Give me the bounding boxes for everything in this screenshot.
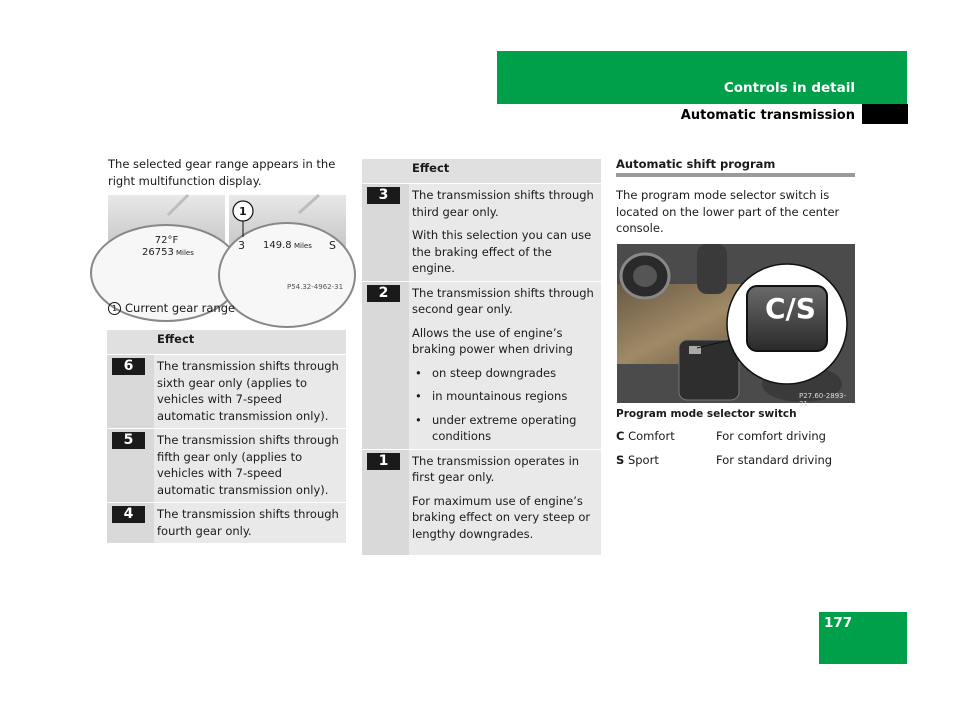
shift-program-heading: Automatic shift program [616, 157, 776, 171]
page-number: 177 [824, 615, 853, 631]
bullet-item: • on steep downgrades [412, 365, 597, 382]
row-text: The transmission shifts through fifth gear only (applies to vehicles with 7-speed automatic transmission only). [157, 433, 339, 497]
cs-button-label: C/S [765, 292, 816, 325]
section-title: Automatic transmission [680, 108, 855, 123]
effect-table-left [107, 330, 346, 543]
header-bar [497, 51, 907, 104]
bullet-item: • under extreme operating conditions [412, 412, 597, 445]
odometer-unit: Miles [176, 249, 194, 257]
callout-marker: 1 [239, 205, 247, 218]
table-row [107, 503, 346, 544]
switch-caption: Program mode selector switch [616, 408, 797, 420]
row-text: With this selection you can use the braking effect of the engine. [412, 228, 592, 275]
odometer-readout: 26753 [142, 247, 174, 258]
row-text: The transmission shifts through sixth gear only (applies to vehicles with 7-speed automatic transmission only). [157, 359, 339, 423]
gear-badge-2: 2 [367, 285, 400, 302]
table-header [362, 159, 601, 184]
chapter-title: Controls in detail [723, 80, 855, 96]
caption-text: Current gear range [125, 301, 236, 315]
mode-name: Sport [627, 453, 659, 467]
trip-readout: 149.8 [263, 240, 292, 251]
table-row [362, 449, 601, 555]
image-code: P54.32-4962-31 [287, 283, 344, 291]
table-row [107, 355, 346, 429]
effect-table-middle [362, 159, 601, 555]
effect-header: Effect [154, 330, 346, 355]
shift-program-text: The program mode selector switch is located on the lower part of the center console. [616, 188, 840, 235]
temperature-readout: 72°F [154, 235, 179, 246]
intro-text: The selected gear range appears in the right multifunction display. [108, 157, 336, 188]
effect-header: Effect [409, 159, 601, 184]
mode-key: S [616, 453, 625, 467]
row-text: The transmission shifts through second gear only. [412, 285, 594, 316]
row-text: For maximum use of engine’s braking effect on very steep or lengthy downgrades. [412, 493, 591, 541]
row-text: The transmission operates in first gear only. [412, 453, 580, 484]
gear-badge-4: 4 [112, 506, 145, 523]
heading-rule [616, 173, 855, 177]
display-image-left [108, 195, 225, 295]
mode-desc-comfort: For comfort driving [716, 429, 826, 443]
bullet-item: • in mountainous regions [412, 388, 597, 405]
gear-badge-3: 3 [367, 187, 400, 204]
mode-name: Comfort [628, 429, 675, 443]
mode-row-sport [616, 452, 659, 469]
gear-badge-5: 5 [112, 432, 145, 449]
table-row [362, 184, 601, 282]
table-row [362, 281, 601, 449]
caption-marker: 1 [108, 302, 121, 315]
mode-desc-sport: For standard driving [716, 453, 833, 467]
mode-indicator: S [329, 239, 336, 252]
row-text: The transmission shifts through fourth gear only. [157, 507, 339, 538]
table-header [107, 330, 346, 355]
display-image-right [229, 195, 346, 295]
table-row [107, 429, 346, 503]
selector-switch-image [617, 244, 855, 408]
gear-badge-6: 6 [112, 358, 145, 375]
mode-row-comfort [616, 428, 675, 445]
gear-indicator: 3 [238, 239, 245, 252]
row-text: The transmission shifts through third gear only. [412, 188, 594, 219]
image-caption [108, 301, 235, 315]
image-code: P27.60-2893-31 [799, 392, 847, 408]
gear-badge-1: 1 [367, 453, 400, 470]
mode-key: C [616, 429, 625, 443]
section-tab [862, 104, 908, 124]
row-text: Allows the use of engine’s braking power when driving [412, 325, 573, 356]
trip-unit: Miles [294, 242, 312, 250]
